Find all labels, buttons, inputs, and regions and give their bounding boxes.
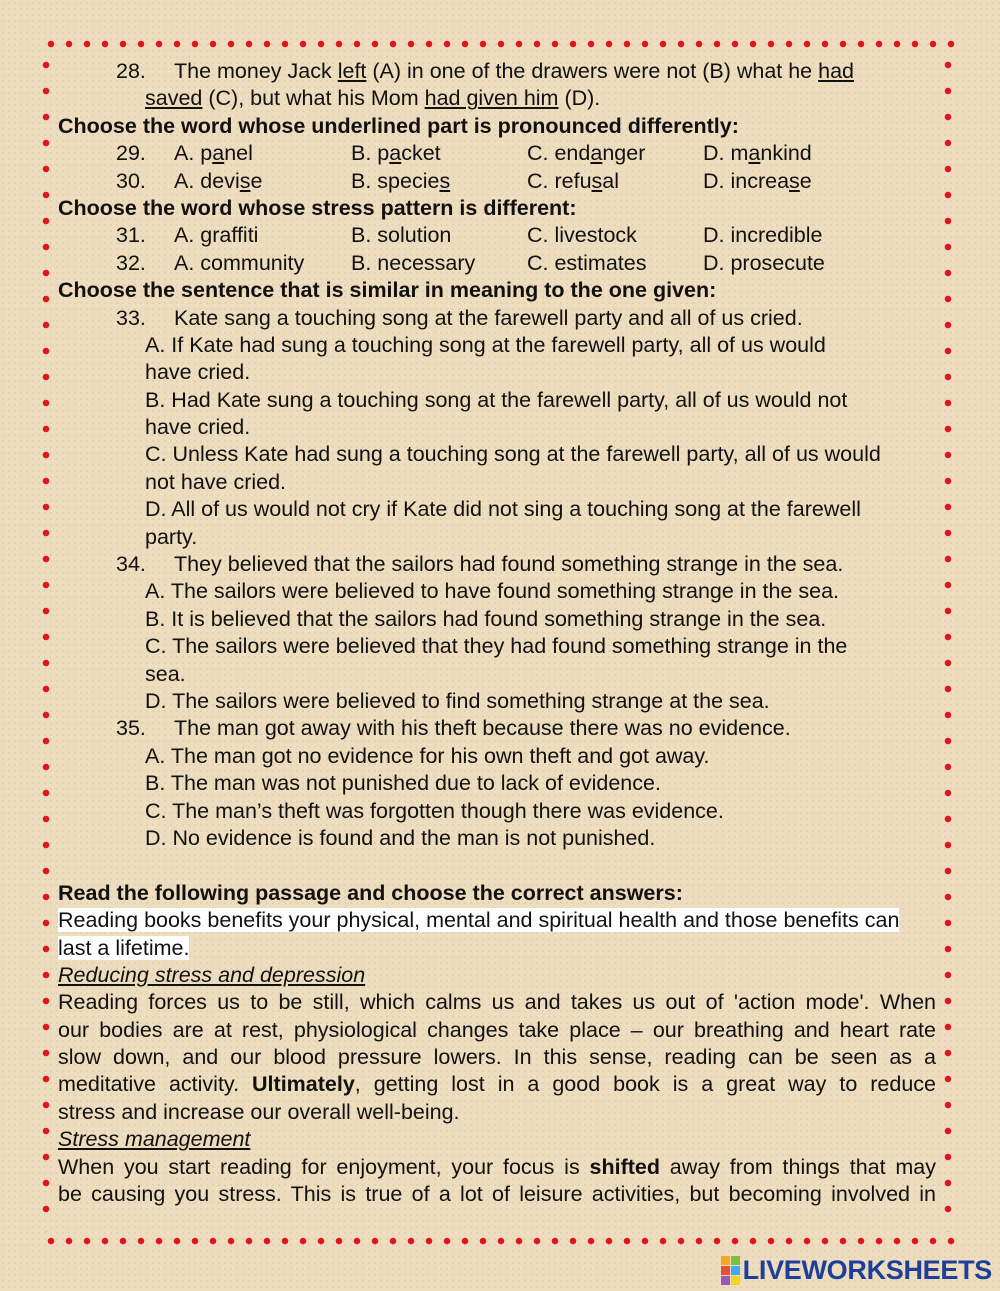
underlined-word: had <box>818 59 854 83</box>
question-text: The man got away with his theft because there was no evidence. <box>174 716 791 741</box>
question-text: They believed that the sailors had found something strange in the sea. <box>174 552 844 577</box>
border-top <box>42 39 958 49</box>
question-number: 29. <box>116 141 146 166</box>
option-a[interactable]: A. panel <box>174 141 253 166</box>
option-b[interactable]: B. species <box>351 168 451 193</box>
liveworksheets-icon <box>721 1256 740 1285</box>
bold-word-ultimately: Ultimately <box>252 1072 355 1097</box>
passage-paragraph-2-line: When you start reading for enjoyment, your focus is shifted away from things that may <box>58 1154 936 1179</box>
option-c[interactable]: C. estimates <box>527 250 647 275</box>
passage-paragraph-1-line: slow down, and our blood pressure lowers. In this sense, reading can be seen as a <box>58 1045 936 1070</box>
underlined-word: left <box>337 59 367 83</box>
option-d[interactable]: D. incredible <box>703 223 823 248</box>
question-32 <box>58 250 936 277</box>
question-35 <box>58 715 936 742</box>
question-30 <box>58 168 936 195</box>
section-heading-stress: Choose the word whose stress pattern is different: <box>58 195 577 220</box>
option-d[interactable]: D. prosecute <box>703 250 825 275</box>
underlined-word: had given him <box>424 86 559 111</box>
option-d[interactable]: D. The sailors were believed to find something strange at the sea. <box>145 688 770 713</box>
border-bottom <box>42 1236 958 1246</box>
liveworksheets-logo[interactable] <box>721 1253 992 1287</box>
question-33 <box>58 305 936 332</box>
option-d[interactable]: D. increase <box>703 168 812 193</box>
option-b[interactable]: B. It is believed that the sailors had found something strange in the sea. <box>145 606 827 631</box>
option-c[interactable]: C. livestock <box>527 223 637 248</box>
passage-paragraph-1-line: our bodies are at rest, physiological changes take place – our breathing and heart rate <box>58 1017 936 1042</box>
question-29 <box>58 140 936 167</box>
option-b[interactable]: B. packet <box>351 141 441 166</box>
option-b[interactable]: B. Had Kate sung a touching song at the farewell party, all of us would not <box>145 387 848 412</box>
question-34 <box>58 551 936 578</box>
question-number: 28. <box>116 59 146 83</box>
passage-intro-line-1: Reading books benefits your physical, mental and spiritual health and those benefits can <box>58 908 900 933</box>
question-number: 30. <box>116 168 146 193</box>
option-c[interactable]: C. Unless Kate had sung a touching song at the farewell party, all of us would <box>145 442 881 467</box>
question-28-line-1 <box>58 58 936 85</box>
passage-intro-line-2: last a lifetime. <box>58 935 190 960</box>
worksheet-content <box>58 58 936 1208</box>
passage-subheading-1: Reducing stress and depression <box>58 962 366 987</box>
option-a[interactable]: A. The sailors were believed to have found something strange in the sea. <box>145 579 839 604</box>
question-number: 35. <box>116 716 146 741</box>
section-heading-passage: Read the following passage and choose the correct answers: <box>58 880 683 905</box>
option-d-continued[interactable]: party. <box>145 524 198 549</box>
option-a[interactable]: A. If Kate had sung a touching song at the farewell party, all of us would <box>145 332 826 357</box>
question-text: Kate sang a touching song at the farewell party and all of us cried. <box>174 305 803 330</box>
brand-name: LIVEWORKSHEETS <box>742 1254 992 1285</box>
question-text: The money Jack left (A) in one of the drawers were not (B) what he had <box>174 59 854 83</box>
option-c-continued[interactable]: not have cried. <box>145 469 287 494</box>
border-left <box>41 52 51 1232</box>
question-28-line-2: saved (C), but what his Mom had given him (D). <box>145 86 601 111</box>
option-a-continued[interactable]: have cried. <box>145 360 251 385</box>
option-a[interactable]: A. community <box>174 250 305 275</box>
bold-word-shifted: shifted <box>589 1154 660 1179</box>
question-number: 33. <box>116 305 146 330</box>
option-a[interactable]: A. graffiti <box>174 223 259 248</box>
option-b[interactable]: B. necessary <box>351 250 476 275</box>
option-d[interactable]: D. All of us would not cry if Kate did not sing a touching song at the farewell <box>145 497 861 522</box>
option-b[interactable]: B. The man was not punished due to lack of evidence. <box>145 771 661 796</box>
question-number: 34. <box>116 552 146 577</box>
underlined-word: saved <box>145 86 203 111</box>
option-c[interactable]: C. refusal <box>527 168 620 193</box>
option-c[interactable]: C. The sailors were believed that they had found something strange in the <box>145 634 848 659</box>
option-b-continued[interactable]: have cried. <box>145 415 251 440</box>
passage-subheading-2: Stress management <box>58 1127 251 1152</box>
option-c[interactable]: C. The man’s theft was forgotten though there was evidence. <box>145 798 724 823</box>
passage-paragraph-2-line: be causing you stress. This is true of a lot of leisure activities, but becoming involved in <box>58 1182 936 1207</box>
border-right <box>943 52 953 1232</box>
question-number: 31. <box>116 223 146 248</box>
option-c[interactable]: C. endanger <box>527 141 646 166</box>
question-number: 32. <box>116 250 146 275</box>
question-31 <box>58 222 936 249</box>
passage-paragraph-1-line: meditative activity. Ultimately, getting lost in a good book is a great way to reduce <box>58 1072 936 1097</box>
section-heading-pronunciation: Choose the word whose underlined part is pronounced differently: <box>58 113 739 138</box>
option-a[interactable]: A. The man got no evidence for his own theft and got away. <box>145 743 710 768</box>
spacer <box>58 852 936 879</box>
option-a[interactable]: A. devise <box>174 168 263 193</box>
option-c-continued[interactable]: sea. <box>145 661 186 686</box>
section-heading-similar-meaning: Choose the sentence that is similar in meaning to the one given: <box>58 278 717 303</box>
option-b[interactable]: B. solution <box>351 223 452 248</box>
passage-paragraph-1-line: stress and increase our overall well-being. <box>58 1099 460 1124</box>
passage-paragraph-1-line: Reading forces us to be still, which calms us and takes us out of 'action mode'. When <box>58 990 936 1015</box>
option-d[interactable]: D. mankind <box>703 141 812 166</box>
option-d[interactable]: D. No evidence is found and the man is not punished. <box>145 825 656 850</box>
